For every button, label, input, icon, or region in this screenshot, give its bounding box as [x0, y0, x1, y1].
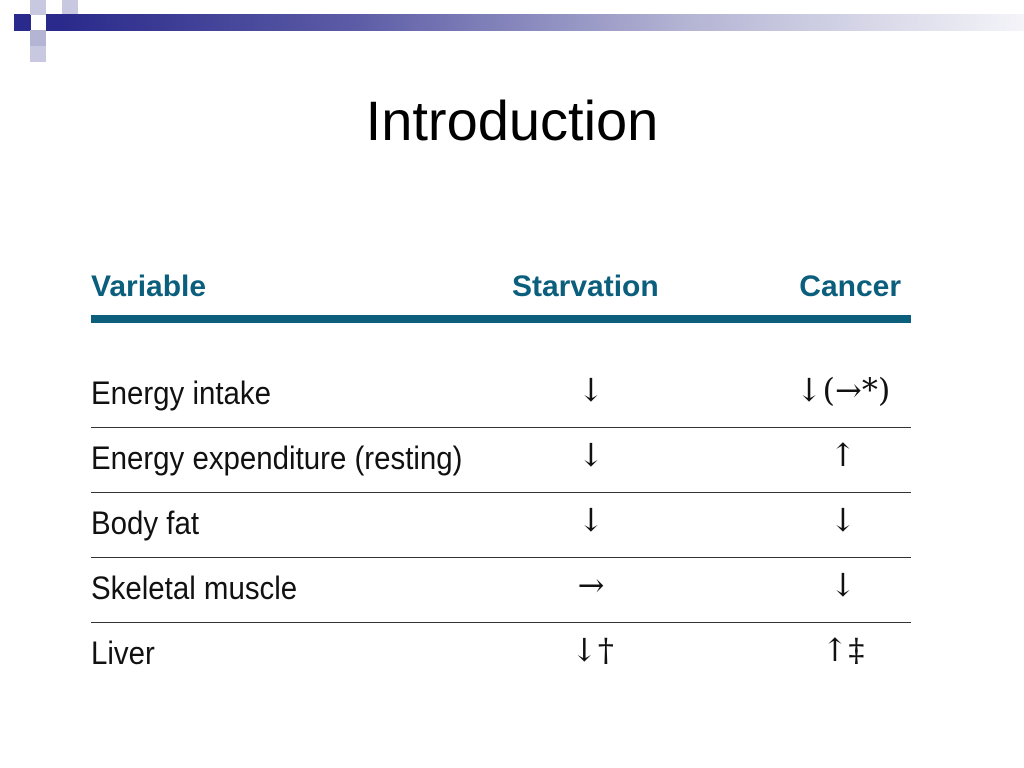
slide-title: Introduction	[365, 89, 659, 152]
row-cancer: ↓(→*)	[795, 371, 891, 409]
row-variable: Energy expenditure (resting)	[91, 440, 463, 476]
decor-square	[30, 0, 46, 15]
header-starvation: Starvation	[512, 270, 659, 303]
header-variable: Variable	[91, 270, 207, 303]
decor-square	[46, 14, 63, 31]
row-cancer: ↓	[829, 501, 857, 539]
header-decoration	[0, 0, 1024, 70]
table-row	[91, 623, 911, 687]
table-row	[91, 428, 911, 493]
comparison-table	[91, 265, 911, 687]
row-cancer: ↑‡	[821, 631, 865, 669]
table-row	[91, 493, 911, 558]
table-row	[91, 558, 911, 623]
table-header	[91, 265, 911, 323]
row-starvation: ↓†	[571, 631, 614, 669]
row-cancer: ↓	[829, 566, 857, 604]
row-variable: Liver	[91, 635, 155, 671]
row-cancer: ↑	[829, 436, 857, 474]
row-variable: Skeletal muscle	[91, 570, 298, 606]
decor-square	[62, 0, 78, 15]
decor-square	[30, 46, 46, 62]
decor-square	[14, 14, 31, 31]
decor-band	[62, 14, 1024, 31]
row-variable: Energy intake	[91, 375, 272, 411]
row-variable: Body fat	[91, 505, 200, 541]
row-starvation: →	[577, 566, 605, 604]
decor-square	[30, 30, 46, 46]
header-cancer: Cancer	[799, 270, 901, 303]
table-row	[91, 363, 911, 428]
row-starvation: ↓	[577, 436, 605, 474]
row-starvation: ↓	[577, 501, 605, 539]
row-starvation: ↓	[577, 371, 605, 409]
